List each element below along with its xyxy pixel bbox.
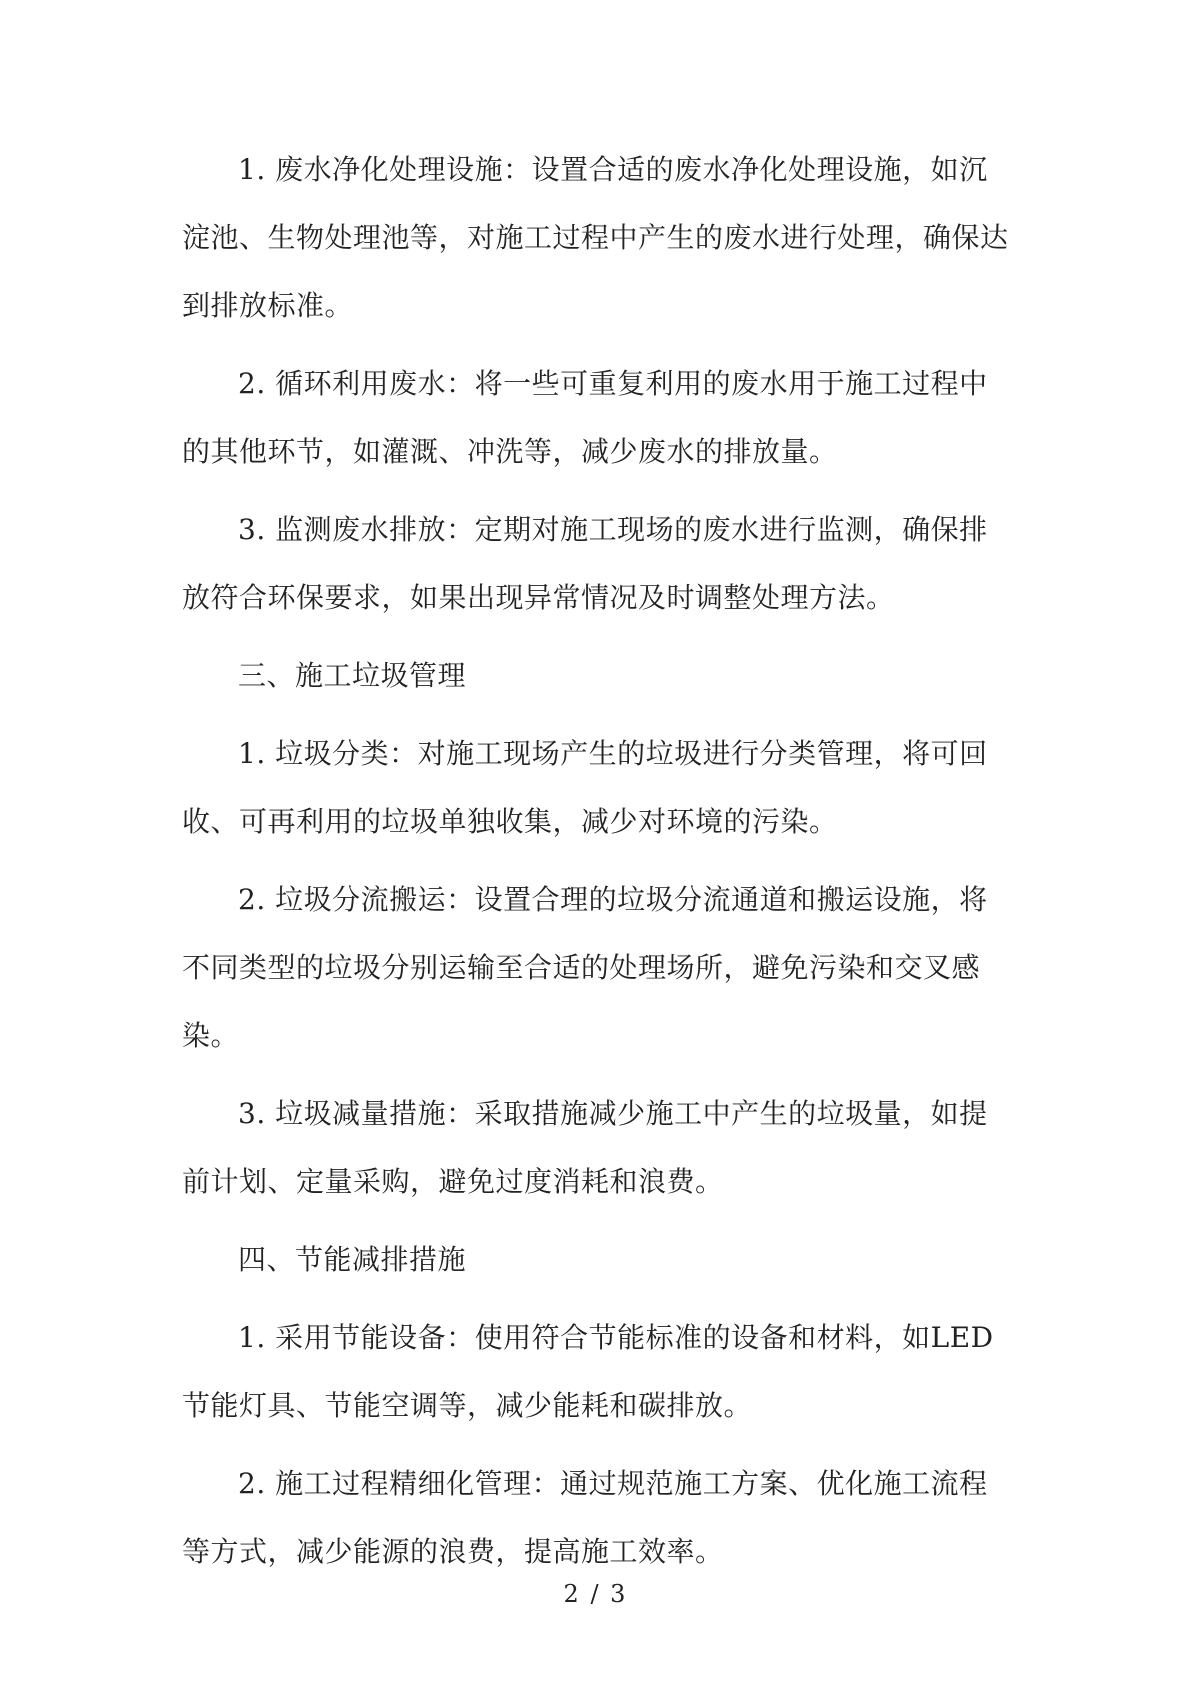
paragraph-process-management: 2. 施工过程精细化管理：通过规范施工方案、优化施工流程等方式，减少能源的浪费，提高施工效率。 [182,1467,988,1568]
paragraph-wastewater-treatment: 1. 废水净化处理设施：设置合适的废水净化处理设施，如沉淀池、生物处理池等，对施工过程中产生的废水进行处理，确保达到排放标准。 [182,153,1009,322]
paragraph-waste-transport: 2. 垃圾分流搬运：设置合理的垃圾分流通道和搬运设施，将不同类型的垃圾分别运输至合适的处理场所，避免污染和交叉感染。 [182,883,988,1052]
paragraph-waste-reduction: 3. 垃圾减量措施：采取措施减少施工中产生的垃圾量，如提前计划、定量采购，避免过度消耗和浪费。 [182,1097,988,1198]
document-body [182,136,1010,1586]
section-heading-energy-saving: 四、节能减排措施 [238,1243,467,1276]
paragraph-energy-equipment: 1. 采用节能设备：使用符合节能标准的设备和材料，如LED节能灯具、节能空调等，减少能耗和碳排放。 [182,1321,994,1422]
paragraph-wastewater-monitoring: 3. 监测废水排放：定期对施工现场的废水进行监测，确保排放符合环保要求，如果出现异常情况及时调整处理方法。 [182,513,988,614]
paragraph-waste-sorting: 1. 垃圾分类：对施工现场产生的垃圾进行分类管理，将可回收、可再利用的垃圾单独收集，减少对环境的污染。 [182,737,988,838]
paragraph-wastewater-recycling: 2. 循环利用废水：将一些可重复利用的废水用于施工过程中的其他环节，如灌溉、冲洗等，减少废水的排放量。 [182,367,988,468]
section-heading-waste-management: 三、施工垃圾管理 [238,659,467,692]
page-number: 2 / 3 [563,1580,628,1608]
